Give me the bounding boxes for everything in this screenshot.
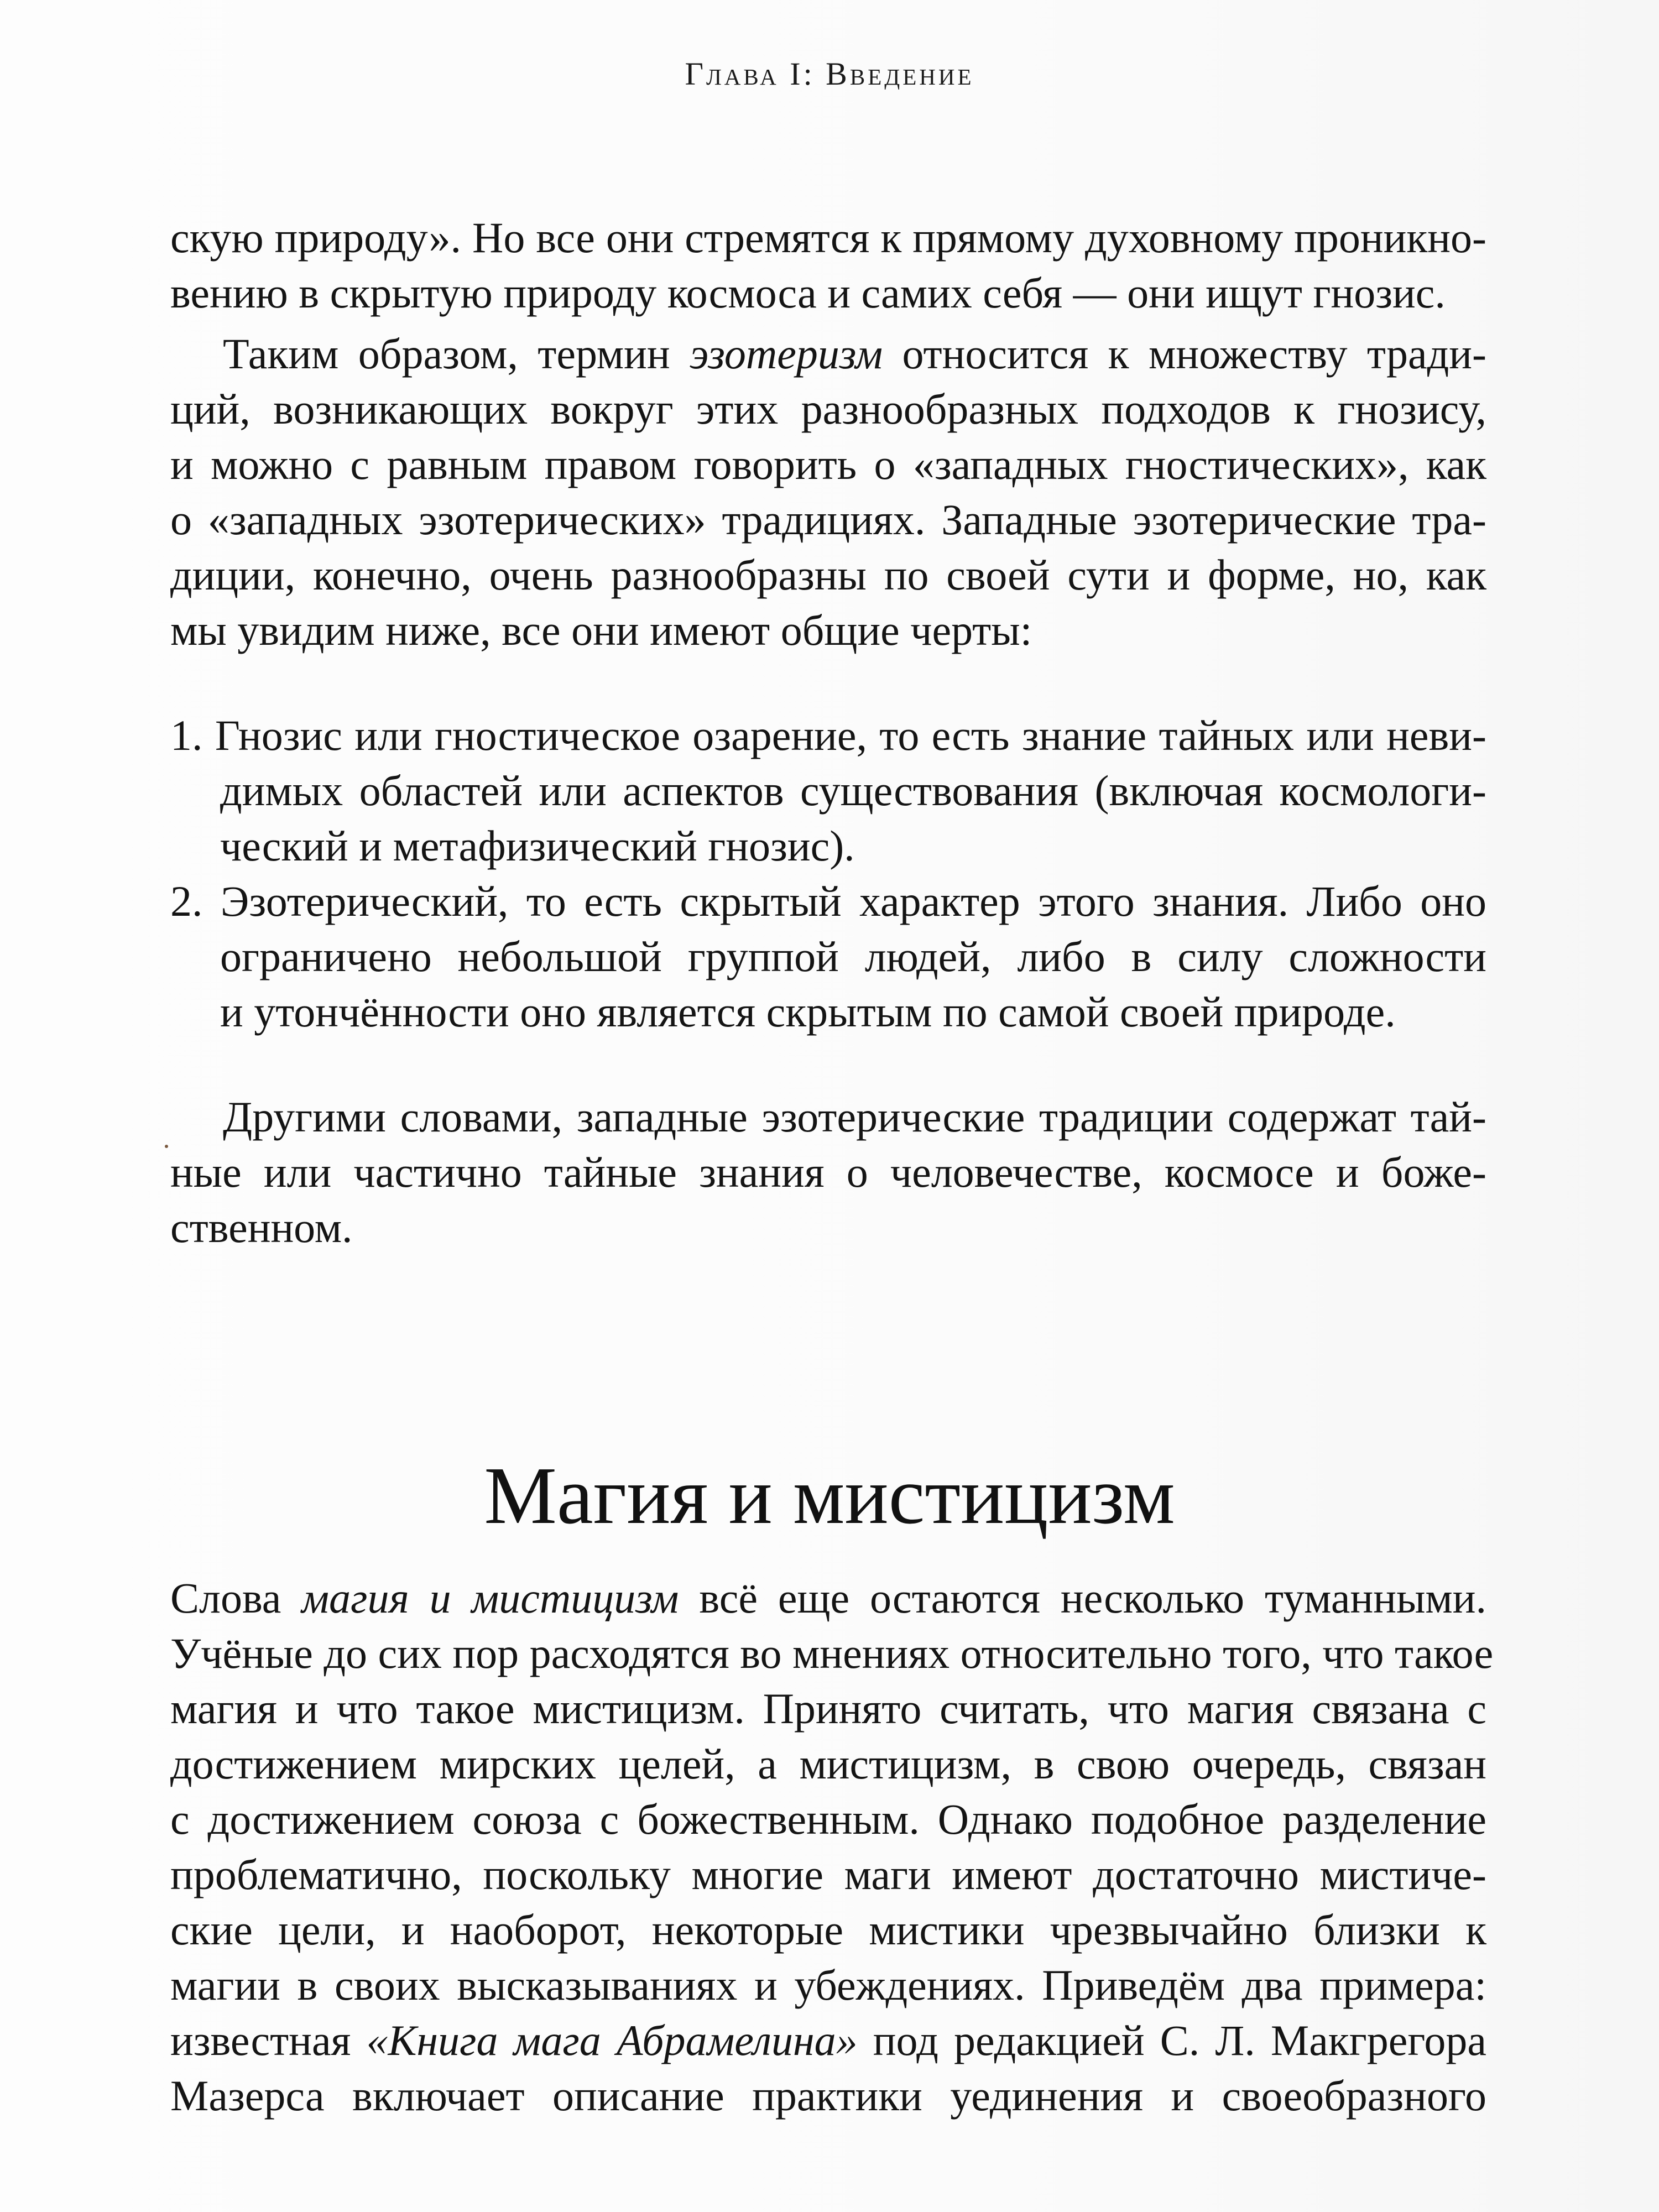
text-line: с достижением союза с божественным. Однако подобное разделение xyxy=(170,1795,1486,1843)
running-header: Глава I: Введение xyxy=(685,56,974,92)
paragraph-esoterism-definition xyxy=(170,326,1486,658)
text-line: 2. Эзотерический, то есть скрытый характер этого знания. Либо оно xyxy=(170,877,1486,925)
text-line: 1. Гнозис или гностическое озарение, то есть знание тайных или неви- xyxy=(170,711,1486,759)
text-line: известная «Книга мага Абрамелина» под редакцией С. Л. Макгрегора xyxy=(170,2016,1486,2064)
text-line: Слова магия и мистицизм всё еще остаются несколько туманными. xyxy=(170,1574,1486,1622)
text-line: и утончённости оно является скрытым по самой своей природе. xyxy=(220,988,1396,1036)
list-item-1 xyxy=(170,708,1486,874)
text-line: ские цели, и наоборот, некоторые мистики чрезвычайно близки к xyxy=(170,1906,1486,1954)
text-line: о «западных эзотерических» традициях. Западные эзотерические тра- xyxy=(170,495,1486,544)
text-line: ограничено небольшой группой людей, либо в силу сложности xyxy=(220,932,1486,980)
text-line: ственном. xyxy=(170,1203,353,1251)
text-line: скую природу». Но все они стремятся к прямому духовному проникно- xyxy=(170,213,1486,262)
text-line: Таким образом, термин эзотеризм относится к множеству тради- xyxy=(223,330,1486,378)
text-line: Учёные до сих пор расходятся во мнениях относительно того, что такое xyxy=(170,1629,1494,1677)
text-line: ческий и метафизический гнозис). xyxy=(220,822,855,870)
italic-term: эзотеризм xyxy=(690,330,883,378)
paragraph-magic-mysticism xyxy=(170,1571,1494,2124)
text-line: диции, конечно, очень разнообразны по своей сути и форме, но, как xyxy=(170,551,1486,599)
text-line: достижением мирских целей, а мистицизм, в свою очередь, связан xyxy=(170,1740,1486,1788)
text-line: Мазерса включает описание практики уединения и своеобразного xyxy=(170,2072,1486,2120)
text-line: ций, возникающих вокруг этих разнообразных подходов к гнозису, xyxy=(170,385,1486,433)
paragraph-summary xyxy=(170,1089,1486,1255)
text-line: и можно с равным правом говорить о «западных гностических», как xyxy=(170,440,1486,488)
paragraph-continuation xyxy=(170,210,1486,321)
paper-speck xyxy=(165,1145,168,1148)
italic-term: магия и мистицизм xyxy=(301,1574,679,1622)
text-line: вению в скрытую природу космоса и самих себя — они ищут гнозис. xyxy=(170,269,1446,317)
text-line: ные или частично тайные знания о человечестве, космосе и боже- xyxy=(170,1148,1486,1196)
section-heading: Магия и мистицизм xyxy=(484,1451,1175,1541)
text-line: проблематично, поскольку многие маги имеют достаточно мистиче- xyxy=(170,1850,1486,1898)
list-item-2 xyxy=(170,874,1486,1040)
text-line: мы увидим ниже, все они имеют общие черты: xyxy=(170,606,1032,654)
text-line: Другими словами, западные эзотерические традиции содержат тай- xyxy=(223,1093,1486,1141)
text-line: магия и что такое мистицизм. Принято считать, что магия связана с xyxy=(170,1684,1486,1733)
italic-book-title: «Книга мага Абрамелина» xyxy=(366,2016,858,2064)
text-line: магии в своих высказываниях и убеждениях. Приведём два примера: xyxy=(170,1961,1486,2009)
text-line: димых областей или аспектов существования (включая космологи- xyxy=(220,766,1486,815)
